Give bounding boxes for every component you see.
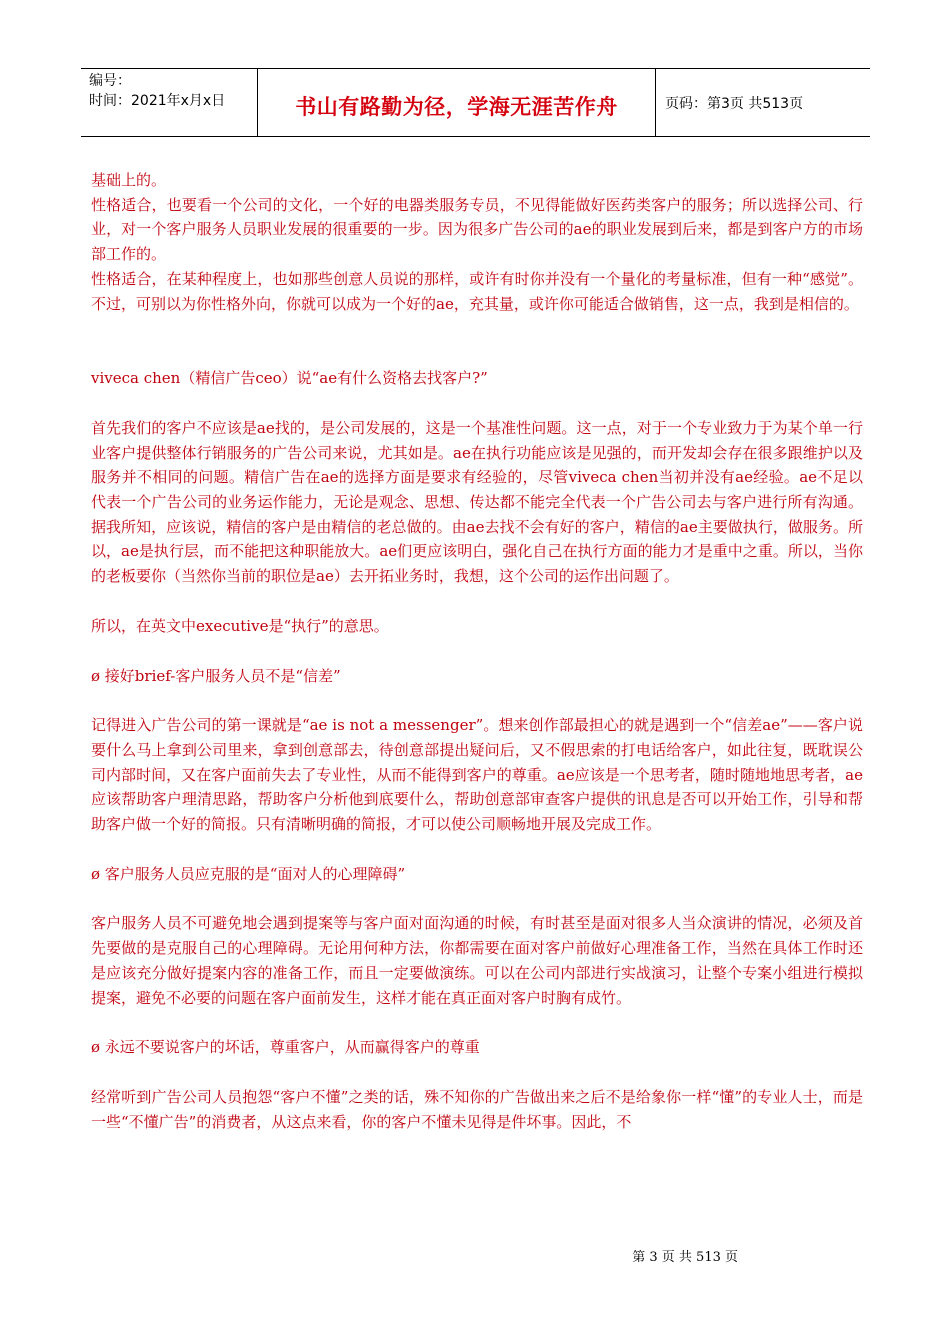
- header-page-info: [656, 69, 870, 136]
- bullet-heading: ø 客户服务人员应克服的是“面对人的心理障碍”: [91, 864, 406, 883]
- footer-page-number: 第 3 页 共 513 页: [632, 1250, 738, 1265]
- page-footer: [0, 1246, 950, 1265]
- spacer: [91, 391, 863, 416]
- section-heading: viveca chen（精信广告ceo）说“ae有什么资格去找客户?”: [91, 369, 488, 388]
- paragraph: 所以，在英文中executive是“执行”的意思。: [91, 616, 389, 635]
- spacer: [91, 639, 863, 664]
- spacer: [91, 886, 863, 911]
- date-label: 时间：2021年x月x日: [89, 93, 226, 109]
- paragraph: 性格适合，也要看一个公司的文化，一个好的电器类服务专员，不见得能做好医药类客户的服务；所以选择公司、行业，对一个客户服务人员职业发展的很重要的一步。因为很多广告公司的ae的职业发展到后来，都是到客户方的市场部工作的。: [91, 195, 863, 264]
- spacer: [91, 1010, 863, 1035]
- header-meta: [81, 69, 258, 136]
- paragraph: 记得进入广告公司的第一课就是“ae is not a messenger”。想来创作部最担心的就是遇到一个“信差ae”——客户说要什么马上拿到公司里来，拿到创意部去，待创意部提出疑问后，又不假思索的打电话给客户，如此往复，既耽误公司内部时间，又在客户面前失去了专业性，从而不能得到客户的尊重。ae应该是一个思考者，随时随地地思考者，ae应该帮助客户理清思路，帮助客户分析他到底要什么，帮助创意部审查客户提供的讯息是否可以开始工作，引导和帮助客户做一个好的简报。只有清晰明确的简报，才可以使公司顺畅地开展及完成工作。: [91, 716, 863, 834]
- bullet-heading: ø 永远不要说客户的坏话，尊重客户，从而赢得客户的尊重: [91, 1038, 480, 1057]
- spacer: [91, 589, 863, 614]
- page-info: 页码：第3页 共513页: [665, 95, 804, 112]
- number-label: 编号：: [89, 73, 131, 89]
- paragraph: 客户服务人员不可避免地会遇到提案等与客户面对面沟通的时候，有时甚至是面对很多人当众演讲的情况，必须及首先要做的是克服自己的心理障碍。无论用何种方法，你都需要在面对客户前做好心理准备工作，当然在具体工作时还是应该充分做好提案内容的准备工作，而且一定要做演练。可以在公司内部进行实战演习，让整个专案小组进行模拟提案，避免不必要的问题在客户面前发生，这样才能在真正面对客户时胸有成竹。: [91, 914, 863, 1007]
- spacer: [91, 688, 863, 713]
- paragraph: 首先我们的客户不应该是ae找的，是公司发展的，这是一个基准性问题。这一点，对于一个专业致力于为某个单一行业客户提供整体行销服务的广告公司来说，尤其如是。ae在执行功能应该是见强的，而开发却会存在很多跟维护以及服务并不相同的问题。精信广告在ae的选择方面是要求有经验的，尽管viveca chen当初并没有ae经验。ae不足以代表一个广告公司的业务运作能力，无论是观念、思想、传达都不能完全代表一个广告公司去与客户进行所有沟通。据我所知，应该说，精信的客户是由精信的老总做的。由ae去找不会有好的客户，精信的ae主要做执行，做服务。所以，ae是执行层，而不能把这种职能放大。ae们更应该明白，强化自己在执行方面的能力才是重中之重。所以，当你的老板要你（当然你当前的职位是ae）去开拓业务时，我想，这个公司的运作出问题了。: [91, 418, 863, 586]
- bullet-heading: ø 接好brief-客户服务人员不是“信差”: [91, 666, 341, 685]
- paragraph: 基础上的。: [91, 171, 167, 189]
- document-body: [91, 168, 863, 1134]
- spacer: [91, 837, 863, 862]
- spacer: [91, 1060, 863, 1085]
- header-motto-cell: [258, 69, 656, 136]
- motto: 书山有路勤为径，学海无涯苦作舟: [295, 94, 618, 119]
- paragraph: 性格适合，在某种程度上，也如那些创意人员说的那样，或许有时你并没有一个量化的考量标准，但有一种“感觉”。不过，可别以为你性格外向，你就可以成为一个好的ae，充其量，或许你可能适合做销售，这一点，我到是相信的。: [91, 269, 863, 313]
- paragraph: 经常听到广告公司人员抱怨“客户不懂”之类的话，殊不知你的广告做出来之后不是给象你一样“懂”的专业人士，而是一些“不懂广告”的消费者，从这点来看，你的客户不懂未见得是件坏事。因此，不: [91, 1087, 863, 1131]
- spacer: [91, 316, 863, 366]
- page-header: [81, 68, 870, 137]
